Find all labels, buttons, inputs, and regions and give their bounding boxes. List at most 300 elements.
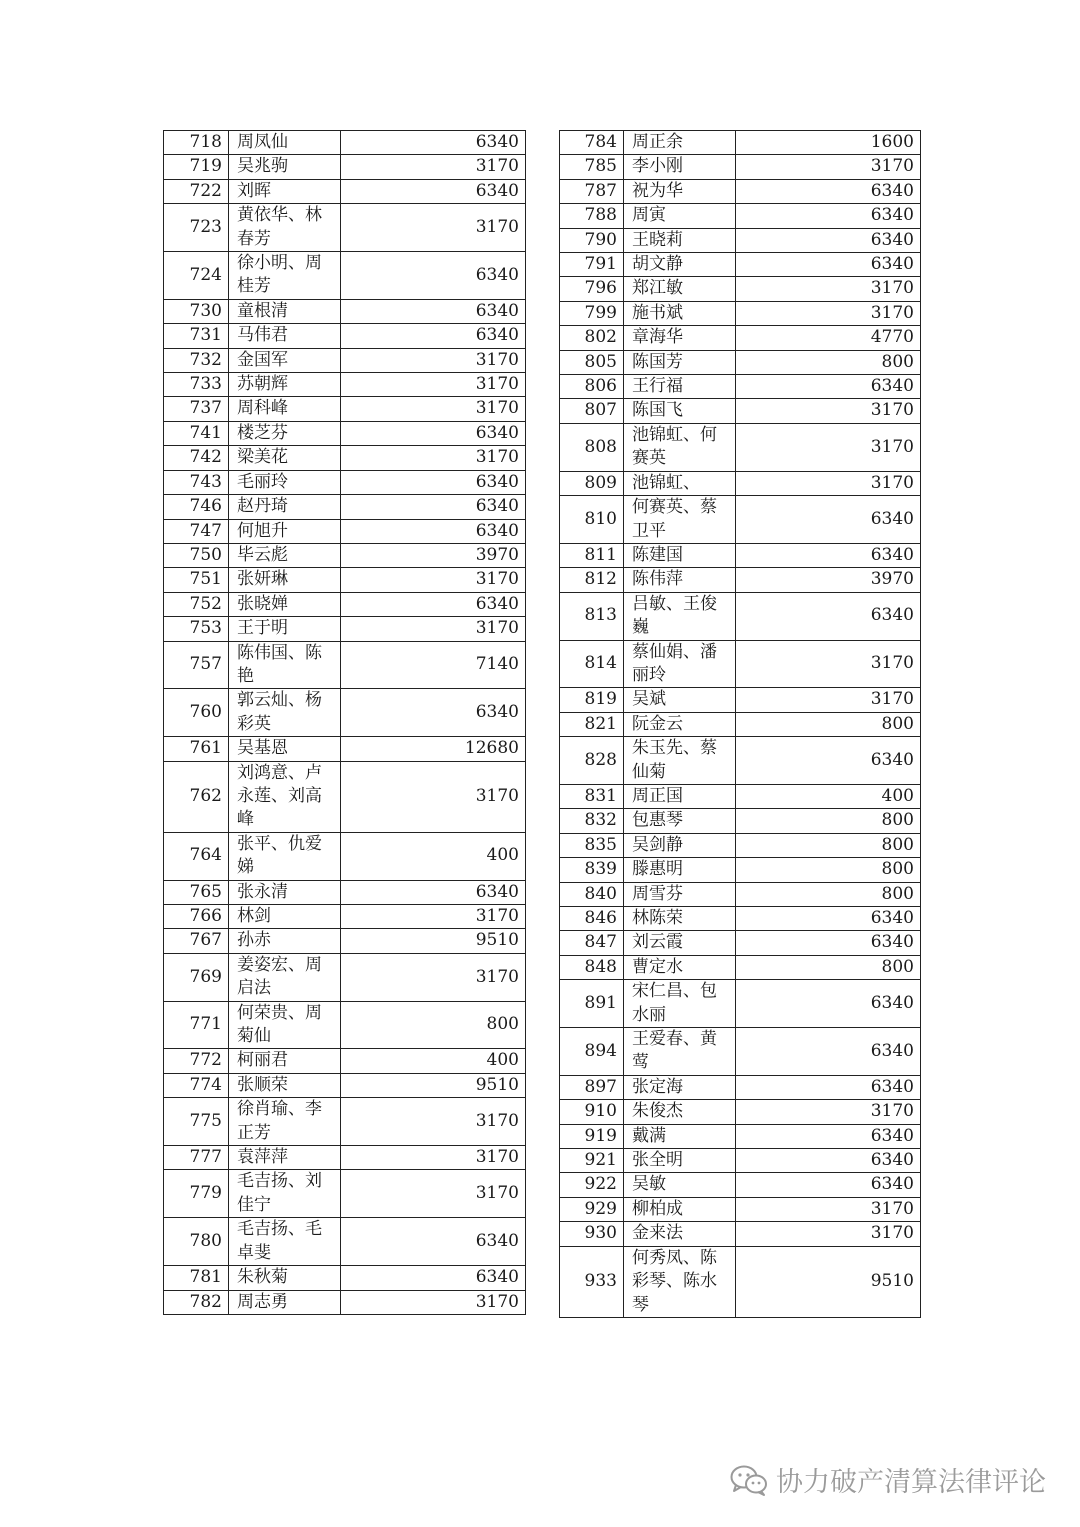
- claim-amount: 400: [736, 784, 921, 808]
- creditor-name: 金来法: [624, 1222, 736, 1246]
- table-row: [560, 688, 921, 712]
- creditor-name: 童根清: [229, 299, 341, 323]
- creditor-number: 761: [164, 737, 229, 761]
- table-row: [164, 397, 526, 421]
- creditor-name: 池锦虹、何赛英: [624, 423, 736, 471]
- claim-amount: 3170: [341, 953, 526, 1001]
- creditor-number: 784: [560, 131, 624, 155]
- creditor-name: 刘晖: [229, 179, 341, 203]
- table-row: [560, 326, 921, 350]
- creditor-name: 朱玉先、蔡仙菊: [624, 737, 736, 785]
- creditor-number: 775: [164, 1098, 229, 1146]
- claim-amount: 6340: [736, 592, 921, 640]
- table-row: [560, 496, 921, 544]
- creditor-number: 848: [560, 955, 624, 979]
- table-row: [164, 761, 526, 832]
- claim-amount: 6340: [341, 1266, 526, 1290]
- creditor-name: 曹定水: [624, 955, 736, 979]
- creditor-name: 包惠琴: [624, 809, 736, 833]
- creditor-number: 919: [560, 1124, 624, 1148]
- claim-amount: 6340: [736, 737, 921, 785]
- creditor-number: 839: [560, 858, 624, 882]
- table-row: [560, 375, 921, 399]
- claim-amount: 800: [736, 955, 921, 979]
- table-row: [560, 784, 921, 808]
- claim-amount: 400: [341, 832, 526, 880]
- claim-amount: 3170: [341, 761, 526, 832]
- creditor-name: 柯丽君: [229, 1049, 341, 1073]
- creditor-name: 戴满: [624, 1124, 736, 1148]
- creditor-name: 徐小明、周桂芳: [229, 252, 341, 300]
- creditor-number: 814: [560, 640, 624, 688]
- claim-amount: 3170: [736, 155, 921, 179]
- claim-amount: 6340: [736, 1124, 921, 1148]
- claim-amount: 400: [341, 1049, 526, 1073]
- claim-amount: 6340: [736, 1149, 921, 1173]
- table-row: [164, 905, 526, 929]
- claim-amount: 3170: [736, 688, 921, 712]
- creditor-name: 郭云灿、杨彩英: [229, 689, 341, 737]
- claim-amount: 3170: [736, 301, 921, 325]
- table-row: [164, 592, 526, 616]
- claim-amount: 6340: [341, 324, 526, 348]
- creditor-name: 陈国飞: [624, 399, 736, 423]
- creditor-name: 施书斌: [624, 301, 736, 325]
- creditor-name: 王爱春、黄莺: [624, 1028, 736, 1076]
- creditor-name: 郑江敏: [624, 277, 736, 301]
- table-row: [164, 131, 526, 155]
- creditor-number: 731: [164, 324, 229, 348]
- creditor-name: 张晓婵: [229, 592, 341, 616]
- creditor-number: 787: [560, 179, 624, 203]
- table-row: [164, 421, 526, 445]
- table-row: [164, 1290, 526, 1314]
- creditor-number: 821: [560, 712, 624, 736]
- table-row: [560, 1075, 921, 1099]
- creditor-name: 章海华: [624, 326, 736, 350]
- creditor-number: 832: [560, 809, 624, 833]
- creditor-number: 767: [164, 929, 229, 953]
- creditor-number: 791: [560, 253, 624, 277]
- creditor-name: 池锦虹、: [624, 471, 736, 495]
- table-row: [164, 324, 526, 348]
- claim-amount: 3170: [341, 397, 526, 421]
- table-row: [560, 568, 921, 592]
- creditor-name: 张妍琳: [229, 568, 341, 592]
- creditor-name: 陈伟国、陈艳: [229, 641, 341, 689]
- table-row: [164, 1170, 526, 1218]
- claim-amount: 9510: [736, 1246, 921, 1317]
- creditor-name: 滕惠明: [624, 858, 736, 882]
- table-row: [164, 568, 526, 592]
- claim-amount: 3170: [736, 1100, 921, 1124]
- creditor-number: 722: [164, 179, 229, 203]
- creditor-name: 周凤仙: [229, 131, 341, 155]
- creditor-name: 蔡仙娟、潘丽玲: [624, 640, 736, 688]
- claim-amount: 3170: [341, 446, 526, 470]
- claim-amount: 3170: [736, 640, 921, 688]
- claim-amount: 3170: [341, 1170, 526, 1218]
- claim-amount: 3970: [736, 568, 921, 592]
- claim-amount: 9510: [341, 1073, 526, 1097]
- creditor-table-left: [163, 130, 526, 1315]
- creditor-name: 张定海: [624, 1075, 736, 1099]
- creditor-number: 771: [164, 1001, 229, 1049]
- claim-amount: 3170: [736, 399, 921, 423]
- creditor-number: 757: [164, 641, 229, 689]
- creditor-name: 陈国芳: [624, 350, 736, 374]
- creditor-number: 750: [164, 543, 229, 567]
- creditor-name: 李小刚: [624, 155, 736, 179]
- table-row: [560, 350, 921, 374]
- table-row: [164, 641, 526, 689]
- creditor-number: 752: [164, 592, 229, 616]
- creditor-name: 刘云霞: [624, 931, 736, 955]
- claim-amount: 6340: [341, 252, 526, 300]
- table-row: [560, 423, 921, 471]
- claim-amount: 6340: [736, 1173, 921, 1197]
- table-row: [560, 1197, 921, 1221]
- wechat-icon: [730, 1464, 768, 1496]
- claim-amount: 6340: [341, 880, 526, 904]
- creditor-number: 751: [164, 568, 229, 592]
- creditor-number: 921: [560, 1149, 624, 1173]
- creditor-name: 陈建国: [624, 543, 736, 567]
- creditor-number: 781: [164, 1266, 229, 1290]
- claim-amount: 6340: [341, 131, 526, 155]
- table-row: [164, 1049, 526, 1073]
- creditor-number: 922: [560, 1173, 624, 1197]
- claim-amount: 6340: [341, 470, 526, 494]
- creditor-name: 张永清: [229, 880, 341, 904]
- table-row: [560, 640, 921, 688]
- creditor-number: 831: [560, 784, 624, 808]
- creditor-name: 祝为华: [624, 179, 736, 203]
- creditor-number: 810: [560, 496, 624, 544]
- creditor-number: 743: [164, 470, 229, 494]
- creditor-number: 718: [164, 131, 229, 155]
- claim-amount: 800: [736, 833, 921, 857]
- claim-amount: 12680: [341, 737, 526, 761]
- table-row: [560, 543, 921, 567]
- creditor-number: 809: [560, 471, 624, 495]
- creditor-number: 894: [560, 1028, 624, 1076]
- claim-amount: 6340: [736, 980, 921, 1028]
- creditor-number: 808: [560, 423, 624, 471]
- creditor-number: 785: [560, 155, 624, 179]
- creditor-name: 周正余: [624, 131, 736, 155]
- table-row: [164, 495, 526, 519]
- creditor-number: 910: [560, 1100, 624, 1124]
- table-row: [560, 1149, 921, 1173]
- claim-amount: 6340: [341, 592, 526, 616]
- creditor-name: 周志勇: [229, 1290, 341, 1314]
- creditor-number: 811: [560, 543, 624, 567]
- creditor-number: 799: [560, 301, 624, 325]
- creditor-name: 毛丽玲: [229, 470, 341, 494]
- creditor-name: 吴基恩: [229, 737, 341, 761]
- claim-amount: 6340: [341, 689, 526, 737]
- claim-amount: 3170: [341, 373, 526, 397]
- table-right-body: [560, 131, 921, 1318]
- table-row: [560, 1222, 921, 1246]
- watermark-text: 协力破产清算法律评论: [776, 1467, 1046, 1498]
- claim-amount: 6340: [736, 907, 921, 931]
- table-row: [560, 980, 921, 1028]
- table-row: [560, 1124, 921, 1148]
- claim-amount: 6340: [341, 519, 526, 543]
- table-row: [164, 1073, 526, 1097]
- claim-amount: 6340: [341, 421, 526, 445]
- claim-amount: 6340: [341, 179, 526, 203]
- table-row: [164, 155, 526, 179]
- creditor-number: 796: [560, 277, 624, 301]
- creditor-number: 779: [164, 1170, 229, 1218]
- claim-amount: 1600: [736, 131, 921, 155]
- table-row: [164, 1218, 526, 1266]
- creditor-number: 774: [164, 1073, 229, 1097]
- creditor-number: 840: [560, 882, 624, 906]
- table-row: [164, 617, 526, 641]
- claim-amount: 800: [341, 1001, 526, 1049]
- claim-amount: 6340: [736, 931, 921, 955]
- creditor-number: 746: [164, 495, 229, 519]
- creditor-name: 柳柏成: [624, 1197, 736, 1221]
- creditor-name: 赵丹琦: [229, 495, 341, 519]
- creditor-name: 宋仁昌、包水丽: [624, 980, 736, 1028]
- claim-amount: 3170: [341, 155, 526, 179]
- creditor-number: 742: [164, 446, 229, 470]
- claim-amount: 6340: [736, 1028, 921, 1076]
- claim-amount: 800: [736, 712, 921, 736]
- claim-amount: 6340: [341, 1218, 526, 1266]
- creditor-number: 835: [560, 833, 624, 857]
- creditor-name: 何旭升: [229, 519, 341, 543]
- claim-amount: 3170: [341, 1290, 526, 1314]
- table-row: [164, 1146, 526, 1170]
- table-row: [164, 543, 526, 567]
- creditor-number: 819: [560, 688, 624, 712]
- table-row: [560, 955, 921, 979]
- creditor-name: 吴兆驹: [229, 155, 341, 179]
- table-row: [560, 1173, 921, 1197]
- creditor-number: 847: [560, 931, 624, 955]
- claim-amount: 6340: [736, 204, 921, 228]
- claim-amount: 7140: [341, 641, 526, 689]
- creditor-name: 王晓莉: [624, 228, 736, 252]
- table-row: [164, 299, 526, 323]
- creditor-number: 846: [560, 907, 624, 931]
- creditor-name: 林陈荣: [624, 907, 736, 931]
- creditor-name: 陈伟萍: [624, 568, 736, 592]
- table-row: [560, 301, 921, 325]
- creditor-number: 737: [164, 397, 229, 421]
- creditor-name: 周雪芬: [624, 882, 736, 906]
- table-row: [164, 1098, 526, 1146]
- table-row: [560, 155, 921, 179]
- claim-amount: 3970: [341, 543, 526, 567]
- table-row: [560, 399, 921, 423]
- creditor-name: 吴敏: [624, 1173, 736, 1197]
- claim-amount: 3170: [341, 617, 526, 641]
- creditor-number: 933: [560, 1246, 624, 1317]
- claim-amount: 3170: [736, 471, 921, 495]
- claim-amount: 4770: [736, 326, 921, 350]
- table-row: [560, 858, 921, 882]
- claim-amount: 3170: [736, 1222, 921, 1246]
- watermark: [730, 1460, 1046, 1499]
- claim-amount: 800: [736, 350, 921, 374]
- creditor-name: 何秀凤、陈彩琴、陈水琴: [624, 1246, 736, 1317]
- creditor-number: 732: [164, 348, 229, 372]
- creditor-name: 毛吉扬、刘佳宁: [229, 1170, 341, 1218]
- creditor-number: 813: [560, 592, 624, 640]
- creditor-name: 楼芝芬: [229, 421, 341, 445]
- creditor-number: 828: [560, 737, 624, 785]
- creditor-number: 788: [560, 204, 624, 228]
- creditor-name: 王于明: [229, 617, 341, 641]
- table-row: [164, 519, 526, 543]
- claim-amount: 6340: [736, 179, 921, 203]
- creditor-number: 723: [164, 204, 229, 252]
- table-row: [164, 470, 526, 494]
- table-row: [164, 929, 526, 953]
- claim-amount: 6340: [736, 1075, 921, 1099]
- creditor-number: 891: [560, 980, 624, 1028]
- table-row: [164, 953, 526, 1001]
- table-row: [164, 252, 526, 300]
- claim-amount: 6340: [736, 228, 921, 252]
- creditor-name: 刘鸿意、卢永莲、刘高峰: [229, 761, 341, 832]
- creditor-number: 730: [164, 299, 229, 323]
- creditor-number: 806: [560, 375, 624, 399]
- table-row: [560, 471, 921, 495]
- creditor-number: 741: [164, 421, 229, 445]
- table-row: [164, 880, 526, 904]
- table-row: [560, 737, 921, 785]
- table-row: [560, 253, 921, 277]
- creditor-name: 姜姿宏、周启法: [229, 953, 341, 1001]
- claim-amount: 6340: [736, 543, 921, 567]
- creditor-number: 772: [164, 1049, 229, 1073]
- creditor-number: 724: [164, 252, 229, 300]
- creditor-number: 747: [164, 519, 229, 543]
- table-row: [164, 373, 526, 397]
- table-row: [560, 809, 921, 833]
- table-row: [560, 131, 921, 155]
- claim-amount: 3170: [736, 277, 921, 301]
- creditor-number: 777: [164, 1146, 229, 1170]
- claim-amount: 6340: [341, 299, 526, 323]
- creditor-number: 782: [164, 1290, 229, 1314]
- creditor-name: 吴剑静: [624, 833, 736, 857]
- creditor-name: 周正国: [624, 784, 736, 808]
- creditor-table-right: [559, 130, 921, 1318]
- claim-amount: 3170: [341, 204, 526, 252]
- creditor-name: 王行福: [624, 375, 736, 399]
- creditor-name: 马伟君: [229, 324, 341, 348]
- claim-amount: 6340: [736, 253, 921, 277]
- table-row: [164, 689, 526, 737]
- creditor-number: 764: [164, 832, 229, 880]
- table-row: [560, 204, 921, 228]
- claim-amount: 3170: [341, 1098, 526, 1146]
- table-left-body: [164, 131, 526, 1315]
- claim-amount: 3170: [341, 1146, 526, 1170]
- creditor-name: 孙赤: [229, 929, 341, 953]
- table-row: [164, 1001, 526, 1049]
- creditor-name: 黄依华、林春芳: [229, 204, 341, 252]
- table-row: [164, 832, 526, 880]
- table-row: [560, 1100, 921, 1124]
- creditor-number: 802: [560, 326, 624, 350]
- creditor-number: 769: [164, 953, 229, 1001]
- table-row: [560, 882, 921, 906]
- creditor-number: 805: [560, 350, 624, 374]
- creditor-number: 790: [560, 228, 624, 252]
- creditor-number: 897: [560, 1075, 624, 1099]
- creditor-number: 807: [560, 399, 624, 423]
- creditor-name: 毕云彪: [229, 543, 341, 567]
- creditor-number: 812: [560, 568, 624, 592]
- claim-amount: 3170: [736, 1197, 921, 1221]
- creditor-name: 袁萍萍: [229, 1146, 341, 1170]
- table-row: [560, 712, 921, 736]
- creditor-name: 吕敏、王俊巍: [624, 592, 736, 640]
- claim-amount: 800: [736, 809, 921, 833]
- creditor-name: 朱秋菊: [229, 1266, 341, 1290]
- creditor-number: 930: [560, 1222, 624, 1246]
- creditor-number: 766: [164, 905, 229, 929]
- creditor-name: 胡文静: [624, 253, 736, 277]
- creditor-name: 阮金云: [624, 712, 736, 736]
- creditor-number: 733: [164, 373, 229, 397]
- table-row: [164, 1266, 526, 1290]
- creditor-name: 何赛英、蔡卫平: [624, 496, 736, 544]
- creditor-number: 929: [560, 1197, 624, 1221]
- table-row: [164, 179, 526, 203]
- claim-amount: 9510: [341, 929, 526, 953]
- table-row: [560, 179, 921, 203]
- creditor-name: 周寅: [624, 204, 736, 228]
- creditor-name: 林剑: [229, 905, 341, 929]
- table-row: [164, 204, 526, 252]
- claim-amount: 3170: [341, 905, 526, 929]
- creditor-number: 762: [164, 761, 229, 832]
- creditor-name: 张顺荣: [229, 1073, 341, 1097]
- creditor-name: 徐肖瑜、李正芳: [229, 1098, 341, 1146]
- creditor-name: 吴斌: [624, 688, 736, 712]
- claim-amount: 800: [736, 882, 921, 906]
- creditor-number: 760: [164, 689, 229, 737]
- claim-amount: 3170: [341, 568, 526, 592]
- table-row: [560, 277, 921, 301]
- claim-amount: 3170: [341, 348, 526, 372]
- claim-amount: 800: [736, 858, 921, 882]
- table-row: [164, 348, 526, 372]
- table-row: [560, 1246, 921, 1317]
- claim-amount: 3170: [736, 423, 921, 471]
- creditor-number: 780: [164, 1218, 229, 1266]
- table-row: [560, 228, 921, 252]
- creditor-name: 何荣贵、周菊仙: [229, 1001, 341, 1049]
- table-row: [164, 446, 526, 470]
- creditor-name: 周科峰: [229, 397, 341, 421]
- table-row: [560, 833, 921, 857]
- table-row: [560, 1028, 921, 1076]
- table-row: [560, 592, 921, 640]
- claim-amount: 6340: [736, 496, 921, 544]
